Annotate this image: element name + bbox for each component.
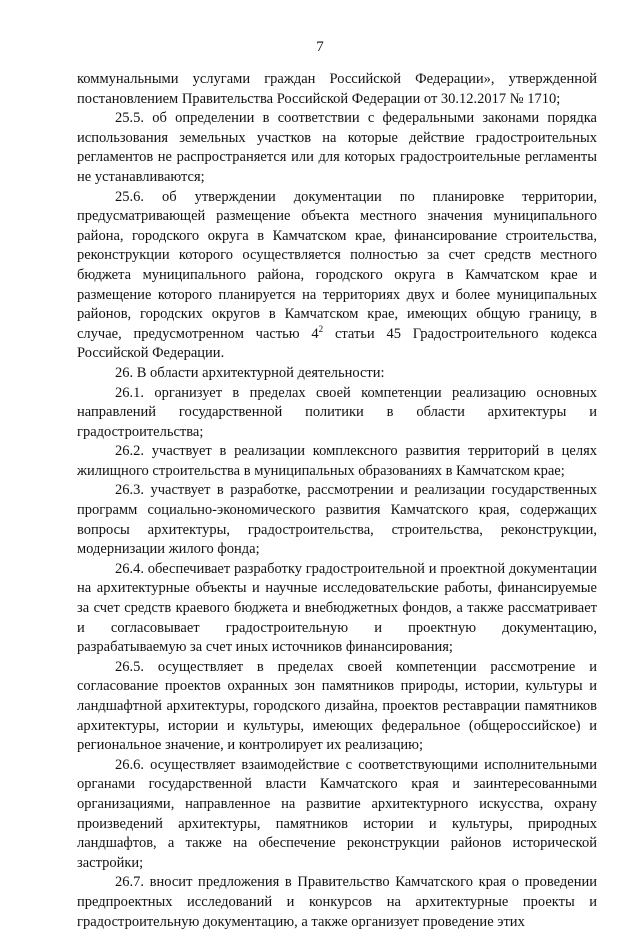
paragraph-26-7: 26.7. вносит предложения в Правительство Камчатского края о проведении предпроектных исследований и конкурсов на архитектурные проекты и градостроительную документацию, а также организует проведение этих <box>77 874 597 930</box>
paragraph-25-6 <box>77 188 597 364</box>
page-number: 7 <box>316 39 324 55</box>
paragraph-25-6-tail: статьи 45 Градостроительного кодекса Российской Федерации. <box>77 325 598 362</box>
paragraph-26-4: 26.4. обеспечивает разработку градостроительной и проектной документации на архитектурные объекты и научные исследовательские работы, финансируемые за счет средств краевого бюджета и внебюджетных фондов, а также рассматривает и согласовывает градостроительную и проектную документацию, разрабатываемую за счет иных источников финансирования; <box>77 560 597 656</box>
paragraph-25-6-superscript: 2 <box>318 323 324 334</box>
paragraph-26-5: 26.5. осуществляет в пределах своей компетенции рассмотрение и согласование проектов охранных зон памятников природы, истории, культуры и ландшафтной архитектуры, городского дизайна, проектов реставрации памятников архитектуры, истории и культуры, имеющих федеральное (общероссийское) и региональное значение, и контролирует их реализацию; <box>77 658 597 754</box>
paragraph-26-3: 26.3. участвует в разработке, рассмотрении и реализации государственных программ социально-экономического развития Камчатского края, содержащих вопросы архитектуры, градостроительства, строительства, реконструкции, модернизации жилого фонда; <box>77 482 597 558</box>
paragraph-26-6: 26.6. осуществляет взаимодействие с соответствующими исполнительными органами государственной власти Камчатского края и заинтересованными организациями, направленное на развитие архитектурного искусства, охрану произведений архитектуры, памятников истории и культуры, природных ландшафтов, а также на обеспечение реконструкции районов исторической застройки; <box>77 756 597 871</box>
document-body <box>77 70 597 932</box>
paragraph-26: 26. В области архитектурной деятельности: <box>115 364 385 381</box>
paragraph-26-1: 26.1. организует в пределах своей компетенции реализацию основных направлений государственной политики в области архитектуры и градостроительства; <box>77 384 597 440</box>
paragraph-25-6-text: 25.6. об утверждении документации по планировке территории, предусматривающей размещение объекта местного значения муниципального района, городского округа в Камчатском крае, финансирование строительства, реконструкции которого осуществляется полностью за счет средств местного бюджета муниципального района, городского округа в Камчатском крае и размещение которого планируется на территориях двух и более муниципальных районов, городских округов в Камчатском крае, имеющих общую границу, в случае, предусмотренном частью 4 <box>77 188 597 342</box>
paragraph-26-2: 26.2. участвует в реализации комплексного развития территорий в целях жилищного строительства в муниципальных образованиях в Камчатском крае; <box>77 443 597 479</box>
paragraph-25-5: 25.5. об определении в соответствии с федеральными законами порядка использования земельных участков на которые действие градостроительных регламентов не распространяется или для которых градостроительные регламенты не устанавливаются; <box>77 110 597 185</box>
paragraph-continuation: коммунальными услугами граждан Российской Федерации», утвержденной постановлением Правительства Российской Федерации от 30.12.2017 № 1710; <box>77 71 597 107</box>
